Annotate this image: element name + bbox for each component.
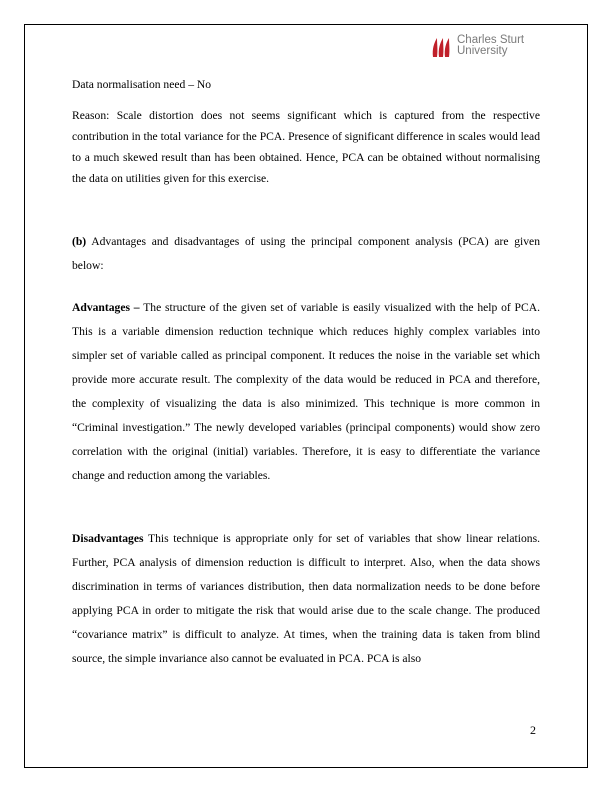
disadvantages-label: Disadvantages [72, 532, 144, 545]
logo-text [457, 35, 524, 57]
disadvantages-text: This technique is appropriate only for set of variables that show linear relations. Further, PCA analysis of dimension reduction is difficult to interpret. Also, when the data shows discrimination in terms of variances distribution, then data normalization needs to be done before applying PCA in order to mitigate the risk that would arise due to the scale change. The produced “covariance matrix” is difficult to analyze. At times, when the training data is taken from blind source, the simple invariance also cannot be evaluated in PCA. PCA is also [72, 532, 540, 665]
advantages-label: Advantages – [72, 301, 140, 314]
logo-line2: University [457, 45, 508, 57]
university-logo [430, 34, 545, 60]
section-b-text: Advantages and disadvantages of using the principal component analysis (PCA) are given below: [72, 235, 540, 272]
csu-flame-logo-icon [430, 35, 454, 59]
advantages-paragraph [72, 296, 540, 488]
logo-line1: Charles Sturt [457, 34, 525, 46]
disadvantages-paragraph [72, 527, 540, 671]
section-b-intro [72, 230, 540, 278]
reason-paragraph: Reason: Scale distortion does not seems significant which is captured from the respective contribution in the total variance for the PCA. Presence of significant difference in scales would lead to a much skewed result than has been obtained. Hence, PCA can be obtained without normalising the data on utilities given for this exercise. [72, 109, 540, 185]
normalisation-line: Data normalisation need – No [72, 78, 212, 91]
advantages-text: The structure of the given set of variable is easily visualized with the help of PCA. This is a variable dimension reduction technique which reduces highly complex variables into simpler set of variable called as principal component. It reduces the noise in the variable set which provide more accurate result. The complexity of the data would be reduced in PCA and therefore, the complexity of visualizing the data is also minimized. This technique is more common in “Criminal investigation.” The newly developed variables (principal components) would show zero correlation with the original (initial) variables. Therefore, it is easy to differentiate the variance change and reduction among the variables. [72, 301, 541, 482]
page-number: 2 [530, 723, 536, 737]
section-b-label: (b) [72, 235, 87, 248]
